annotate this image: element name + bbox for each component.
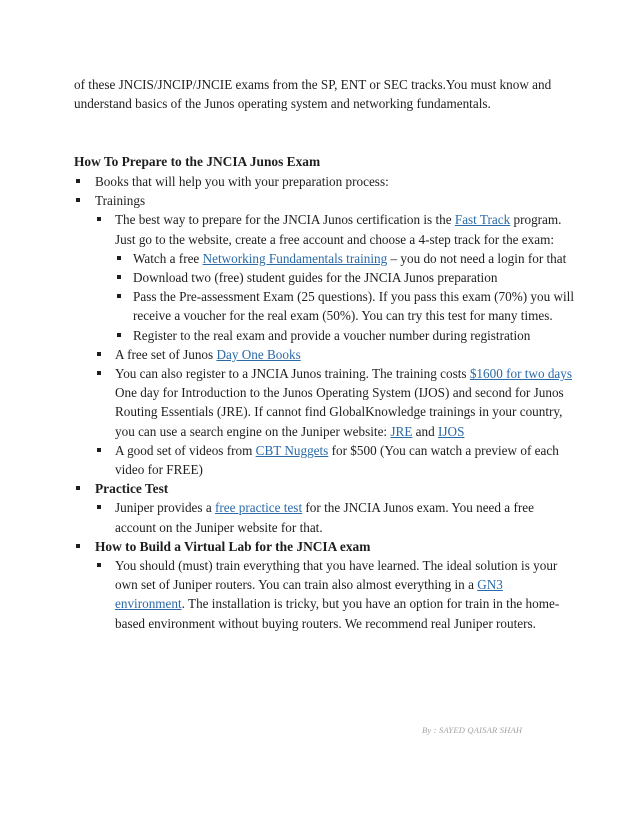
step-1-post: – you do not need a login for that — [387, 250, 567, 266]
practice-label: Practice Test — [95, 481, 169, 497]
price-link[interactable]: $1600 for two days — [469, 366, 573, 382]
lab-label: How to Build a Virtual Lab for the JNCIA exam — [95, 538, 371, 554]
list-item-practice — [74, 479, 574, 537]
list-item-lab-detail — [95, 556, 574, 633]
fast-track-link[interactable]: Fast Track — [454, 212, 511, 228]
intro-paragraph: of these JNCIS/JNCIP/JNCIE exams from the SP, ENT or SEC tracks.You must know and understand basics of the Junos operating system and networking fundamentals. — [74, 77, 552, 112]
jre-link[interactable]: JRE — [390, 423, 413, 439]
list-item-lab — [74, 537, 574, 633]
lab-post: . The installation is tricky, but you have an option for train in the home-based environment without buying routers. We recommend real Juniper routers. — [115, 596, 560, 631]
list-item-books — [74, 172, 574, 191]
step-3-text: Pass the Pre-assessment Exam (25 questions). If you pass this exam (70%) you will receive a voucher for the real exam (50%). You can try this test for many times. — [133, 289, 574, 324]
list-item-step-4 — [115, 326, 574, 345]
paid-and: and — [412, 423, 439, 439]
step-4-text: Register to the real exam and provide a voucher number during registration — [133, 327, 531, 343]
step-2-text: Download two (free) student guides for the JNCIA Junos preparation — [133, 270, 498, 286]
list-item-step-2 — [115, 268, 574, 287]
list-item-paid-training — [95, 364, 574, 441]
list-item-step-3 — [115, 287, 574, 325]
paid-mid: One day for Introduction to the Junos Operating System (IJOS) and second for Junos Routing Essentials (JRE). If cannot find GlobalKnowledge trainings in your country, you can use a search engine on the Juniper website: — [115, 385, 564, 439]
gn3-environment-link[interactable]: GN3 environment — [115, 577, 503, 612]
list-item-trainings — [74, 191, 574, 479]
footer-author: By : SAYED QAISAR SHAH — [422, 725, 523, 735]
lab-pre: You should (must) train everything that you have learned. The ideal solution is your own set of Juniper routers. You can train also almost everything in a — [115, 558, 558, 593]
trainings-label: Trainings — [95, 193, 146, 209]
fast-track-text-post: program. Just go to the website, create a free account and choose a 4-step track for the exam: — [115, 212, 562, 247]
free-practice-test-link[interactable]: free practice test — [214, 500, 303, 516]
videos-post: for $500 (You can watch a preview of each video for FREE) — [115, 442, 559, 478]
fast-track-text-pre: The best way to prepare for the JNCIA Junos certification is the — [115, 212, 455, 228]
practice-sublist — [95, 498, 574, 536]
list-item-fast-track — [95, 210, 574, 344]
ijos-link[interactable]: IJOS — [438, 423, 465, 439]
list-item-videos — [95, 441, 574, 479]
practice-post: for the JNCIA Junos exam. You need a free account on the Juniper website for that. — [115, 500, 534, 535]
day-one-books-link[interactable]: Day One Books — [216, 346, 301, 362]
section-heading: How To Prepare to the JNCIA Junos Exam — [74, 154, 321, 169]
cbt-nuggets-link[interactable]: CBT Nuggets — [255, 442, 329, 458]
paid-pre: You can also register to a JNCIA Junos training. The training costs — [115, 366, 470, 382]
fast-track-steps — [115, 249, 574, 345]
lab-sublist — [95, 556, 574, 633]
books-text: Books that will help you with your preparation process: — [95, 174, 389, 189]
trainings-sublist — [95, 210, 574, 479]
list-item-step-1 — [115, 249, 574, 268]
videos-pre: A good set of videos from — [115, 442, 256, 458]
step-1-pre: Watch a free — [133, 250, 203, 266]
practice-pre: Juniper provides a — [115, 500, 215, 516]
list-item-practice-test — [95, 498, 574, 536]
list-item-day-one — [95, 345, 574, 364]
preparation-list — [74, 172, 574, 633]
day-one-pre: A free set of Junos — [115, 346, 217, 362]
networking-fundamentals-link[interactable]: Networking Fundamentals training — [202, 250, 388, 266]
